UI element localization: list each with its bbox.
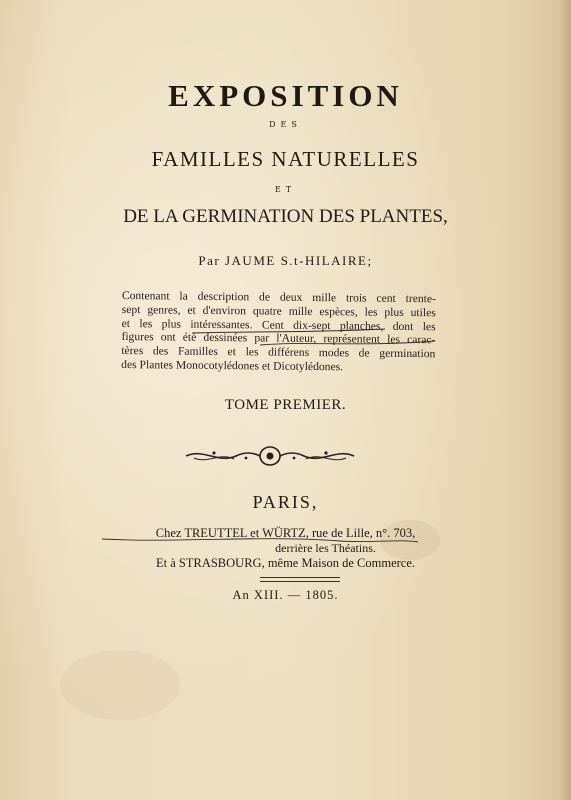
book-subtitle-2: DE LA GERMINATION DES PLANTES, bbox=[123, 206, 448, 227]
paper-stain bbox=[60, 650, 180, 720]
book-title: EXPOSITION bbox=[168, 78, 403, 113]
author-line: Par JAUME S.t-HILAIRE; bbox=[198, 253, 373, 268]
title-connector-et: ET bbox=[274, 185, 297, 194]
imprint-address: derrière les Théatins. bbox=[275, 541, 376, 555]
imprint-date: An XIII. — 1805. bbox=[232, 588, 339, 602]
imprint-publisher: Chez TREUTTEL et WÜRTZ, rue de Lille, n°. 703, bbox=[155, 526, 416, 540]
volume-label: TOME PREMIER. bbox=[224, 397, 347, 413]
double-rule bbox=[260, 577, 340, 582]
description-line: tères des Familles et les différens modes de germination bbox=[121, 344, 436, 361]
book-subtitle-1: FAMILLES NATURELLES bbox=[151, 147, 420, 171]
description-paragraph bbox=[121, 289, 436, 375]
description-line: Contenant la description de deux mille trois cent trente- bbox=[121, 289, 436, 306]
title-connector-des: DES bbox=[269, 120, 302, 129]
description-line: des Plantes Monocotylédones et Dicotylédones. bbox=[121, 357, 344, 374]
description-line: sept genres, et d'environ quatre mille espèces, les plus utiles bbox=[121, 302, 436, 320]
description-line: figures ont été dessinées par l'Auteur, représentent les carac- bbox=[121, 330, 436, 347]
ornament-divider bbox=[184, 444, 356, 468]
imprint-city: PARIS, bbox=[252, 492, 319, 512]
description-line: et les plus intéressantes. Cent dix-sept planches, dont les bbox=[121, 316, 436, 333]
imprint-strasbourg: Et à STRASBOURG, même Maison de Commerce. bbox=[156, 556, 415, 570]
